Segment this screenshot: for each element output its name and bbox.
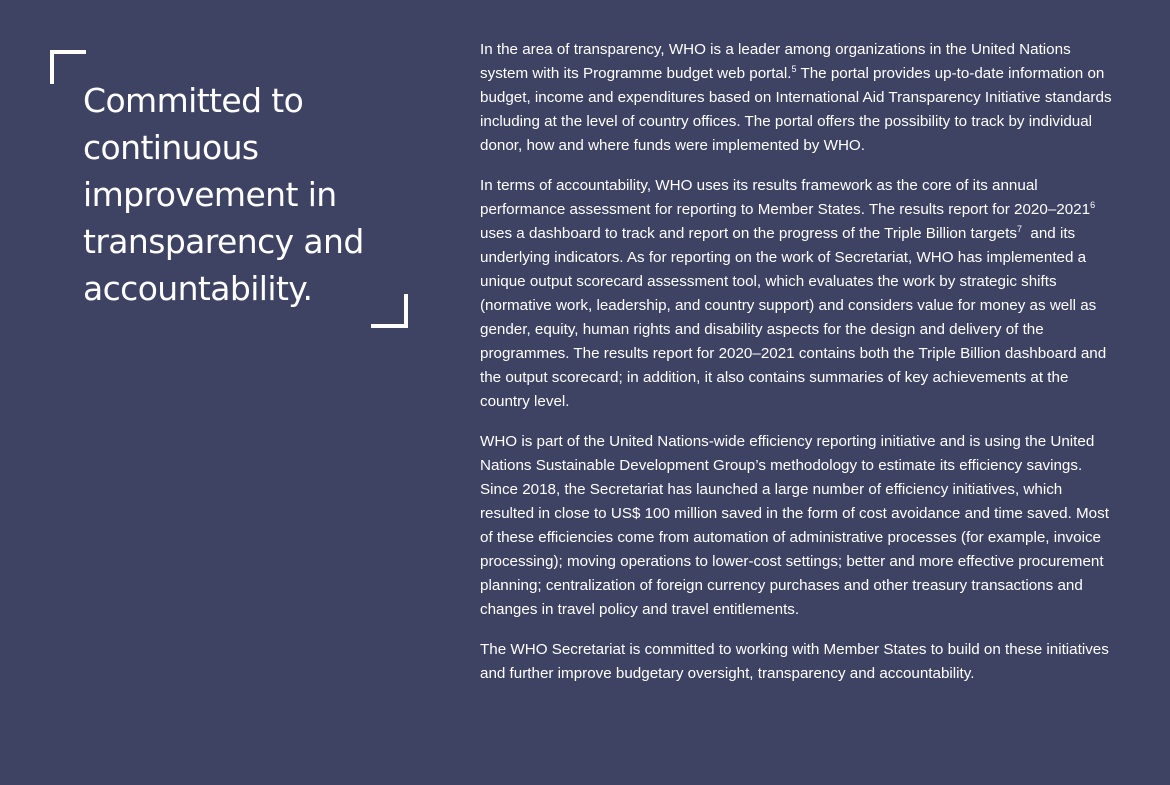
footnote-ref-6: 6 <box>1090 199 1096 210</box>
footnote-ref-7: 7 <box>1016 223 1022 234</box>
paragraph-2-part-c: and its underlying indicators. As for reporting on the work of Secretariat, WHO has implemented a unique output scorecard assessment tool, which evaluates the work by strategic shifts (normative work, leadership, and country support) and considers value for money as well as gender, equity, human rights and disability aspects for the design and delivery of the programmes. The results report for 2020–2021 contains both the Triple Billion dashboard and the output scorecard; in addition, it also contains summaries of key achievements at the country level. <box>480 225 1111 410</box>
pull-quote-text: Committed to continuous improvement in transparency and accountability. <box>83 81 364 308</box>
paragraph-efficiency: WHO is part of the United Nations-wide efficiency reporting initiative and is using the United Nations Sustainable Development Group’s methodology to estimate its efficiency savings. Since 2018, the Secretariat has launched a large number of efficiency initiatives, which resulted in close to US$ 100 million saved in the form of cost avoidance and time saved. Most of these efficiencies come from automation of administrative processes (for example, invoice processing); moving operations to lower-cost settings; better and more effective procurement planning; centralization of foreign currency purchases and other treasury transactions and changes in travel policy and travel entitlements. <box>480 433 1109 618</box>
body-text-column <box>480 38 1120 702</box>
footnote-ref-5: 5 <box>791 63 797 74</box>
paragraph-transparency <box>480 38 1120 158</box>
paragraph-1-part-a: In the area of transparency, WHO is a leader among organizations in the United Nations system with its Programme budget web portal. <box>480 41 1071 82</box>
paragraph-commitment: The WHO Secretariat is committed to working with Member States to build on these initiatives and further improve budgetary oversight, transparency and accountability. <box>480 641 1109 682</box>
paragraph-1-part-b: The portal provides up-to-date information on budget, income and expenditures based on International Aid Transparency Initiative standards including at the level of country offices. The portal offers the possibility to track by individual donor, how and where funds were implemented by WHO. <box>480 65 1112 154</box>
pull-quote-panel <box>50 50 410 330</box>
paragraph-2-part-b: uses a dashboard to track and report on the progress of the Triple Billion targets <box>480 225 1017 242</box>
quote-corner-top-left <box>50 50 86 84</box>
paragraph-2-part-a: In terms of accountability, WHO uses its results framework as the core of its annual performance assessment for reporting to Member States. The results report for 2020–2021 <box>480 177 1091 218</box>
quote-corner-bottom-right <box>371 294 408 328</box>
paragraph-accountability <box>480 174 1120 414</box>
